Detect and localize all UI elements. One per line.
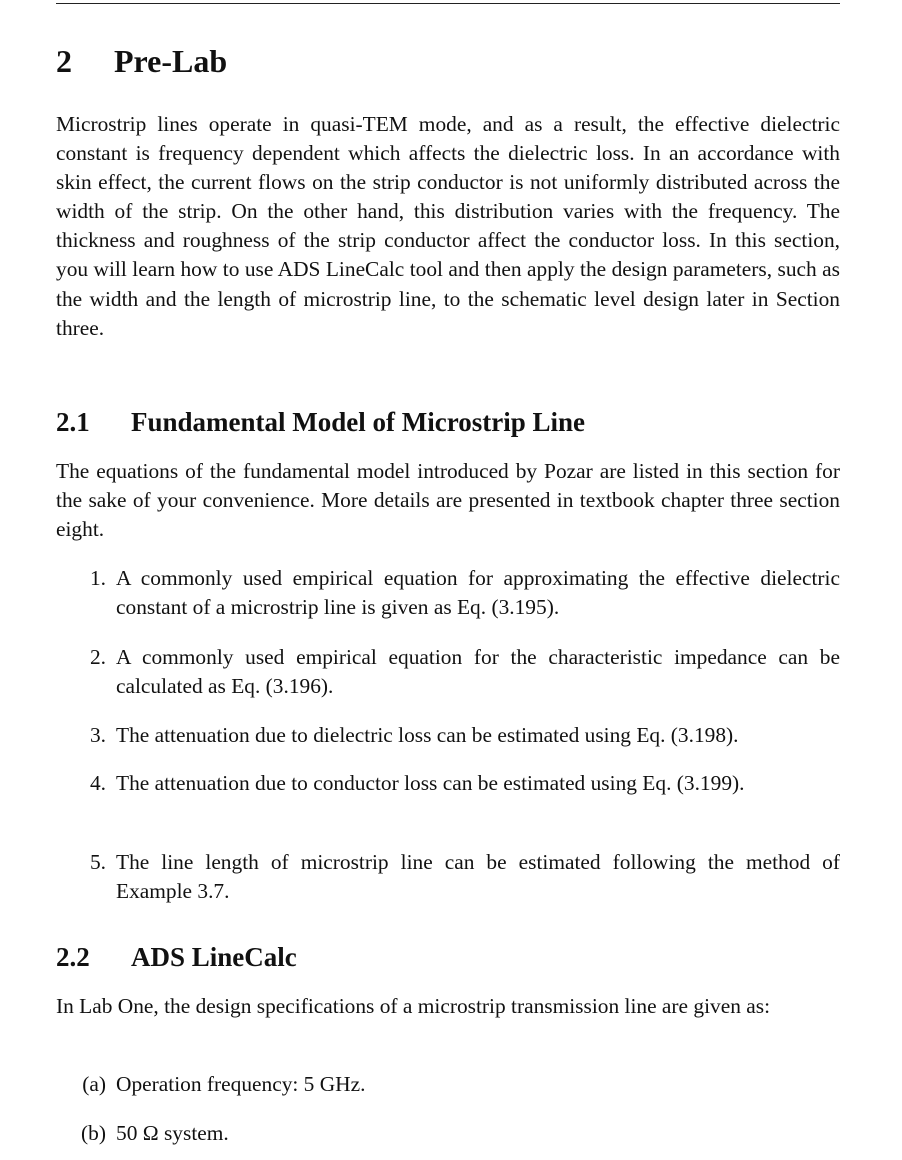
- list-marker: 3.: [89, 723, 106, 747]
- list-item-text: The line length of microstrip line can be estimated following the method of Example 3.7.: [116, 850, 840, 904]
- list-item: [56, 643, 840, 701]
- list-marker: 1.: [89, 566, 106, 590]
- subsection-title: Fundamental Model of Microstrip Line: [131, 407, 585, 437]
- subsection-number: 2.1: [56, 407, 90, 437]
- list-marker: (b): [81, 1121, 106, 1145]
- list-item-text: A commonly used empirical equation for the characteristic impedance can be calculated as Eq. (3.196).: [116, 645, 840, 699]
- list-item-text: Operation frequency: 5 GHz.: [116, 1072, 366, 1096]
- subsection-paragraph-2-2: In Lab One, the design specifications of a microstrip transmission line are given as:: [56, 994, 771, 1018]
- list-item-text: The attenuation due to conductor loss can be estimated using Eq. (3.199).: [116, 771, 745, 795]
- subsection-number: 2.2: [56, 942, 90, 972]
- section-number: 2: [56, 43, 72, 79]
- subsection-heading-2-1: [56, 408, 585, 438]
- subsection-paragraph-2-1: The equations of the fundamental model introduced by Pozar are listed in this section for the sake of your convenience. More details are presented in textbook chapter three section eight.: [56, 459, 840, 542]
- subsection-heading-2-2: [56, 943, 297, 973]
- list-marker: 5.: [89, 850, 106, 874]
- list-item-text: A commonly used empirical equation for approximating the effective dielectric constant of a microstrip line is given as Eq. (3.195).: [116, 566, 840, 620]
- list-marker: 4.: [89, 771, 106, 795]
- list-item: [56, 848, 840, 906]
- list-marker: (a): [82, 1072, 106, 1096]
- list-item: [56, 564, 840, 622]
- list-item-text: 50 Ω system.: [116, 1121, 229, 1145]
- list-item: [56, 721, 840, 750]
- list-marker: 2.: [89, 645, 106, 669]
- list-item: [56, 1070, 840, 1099]
- subsection-title: ADS LineCalc: [131, 942, 297, 972]
- section-title: Pre-Lab: [114, 43, 228, 79]
- list-item: [56, 769, 840, 798]
- section-paragraph: Microstrip lines operate in quasi-TEM mode, and as a result, the effective dielectric constant is frequency dependent which affects the dielectric loss. In an accordance with skin effect, the current flows on the strip conductor is not uniformly distributed across the width of the strip. On the other hand, this distribution varies with the frequency. The thickness and roughness of the strip conductor affect the conductor loss. In this section, you will learn how to use ADS LineCalc tool and then apply the design parameters, such as the width and the length of microstrip line, to the schematic level design later in Section three.: [56, 112, 840, 340]
- header-rule: [56, 3, 840, 4]
- section-heading: [56, 44, 227, 79]
- list-item: [56, 1119, 840, 1148]
- list-item-text: The attenuation due to dielectric loss can be estimated using Eq. (3.198).: [116, 723, 739, 747]
